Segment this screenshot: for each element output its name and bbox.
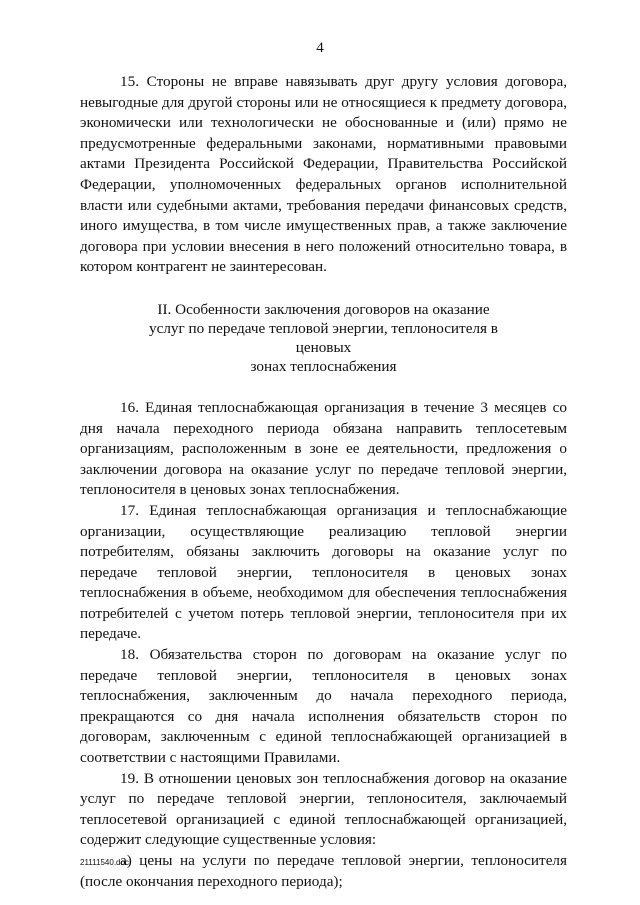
section-heading-line-1: II. Особенности заключения договоров на оказание <box>157 300 490 318</box>
document-body <box>80 72 567 892</box>
paragraph-19: 19. В отношении ценовых зон теплоснабжения договор на оказание услуг по передаче тепловой энергии, теплоносителя, заключаемый теплосетевой организацией с единой теплоснабжающей организацией, содержит следующие существенные условия: <box>80 769 567 849</box>
paragraph-15: 15. Стороны не вправе навязывать друг другу условия договора, невыгодные для другой стороны или не относящиеся к предмету договора, экономически или технологически не обоснованные и (или) прямо не предусмотренные федеральными законами, нормативными правовыми актами Президента Российской Федерации, Правительства Российской Федерации, уполномоченных федеральных органов исполнительной власти или судебными актами, требования передачи финансовых средств, иного имущества, в том числе имущественных прав, а также заключение договора при условии внесения в него положений относительно товара, в котором контрагент не заинтересован. <box>80 73 567 276</box>
paragraph-17: 17. Единая теплоснабжающая организация и теплоснабжающие организации, осуществляющие реализацию тепловой энергии потребителям, обязаны заключить договоры на оказание услуг по передаче тепловой энергии, теплоносителя в ценовых зонах теплоснабжения в объеме, необходимом для обеспечения теплоснабжения потребителей с учетом потерь тепловой энергии, теплоносителя при их передаче. <box>80 501 567 643</box>
page-number: 4 <box>316 40 324 56</box>
section-heading <box>80 300 567 376</box>
footer-doc-code: 21111540.doc <box>80 858 129 867</box>
section-heading-line-3: зонах теплоснабжения <box>250 357 397 375</box>
paragraph-19-a: а) цены на услуги по передаче тепловой энергии, теплоносителя (после окончания переходного периода); <box>80 852 567 890</box>
paragraph-16: 16. Единая теплоснабжающая организация в течение 3 месяцев со дня начала переходного периода обязана направить теплосетевым организациям, расположенным в зоне ее деятельности, предложения о заключении договора на оказание услуг по передаче тепловой энергии, теплоносителя в ценовых зонах теплоснабжения. <box>80 398 567 499</box>
section-heading-line-2: услуг по передаче тепловой энергии, теплоносителя в ценовых <box>149 319 498 356</box>
paragraph-18: 18. Обязательства сторон по договорам на оказание услуг по передаче тепловой энергии, теплоносителя в ценовых зонах теплоснабжения, заключенным до начала переходного периода, прекращаются со дня начала исполнения обязательств сторон по договорам, заключенным с единой теплоснабжающей организацией в соответствии с настоящими Правилами. <box>80 646 567 767</box>
